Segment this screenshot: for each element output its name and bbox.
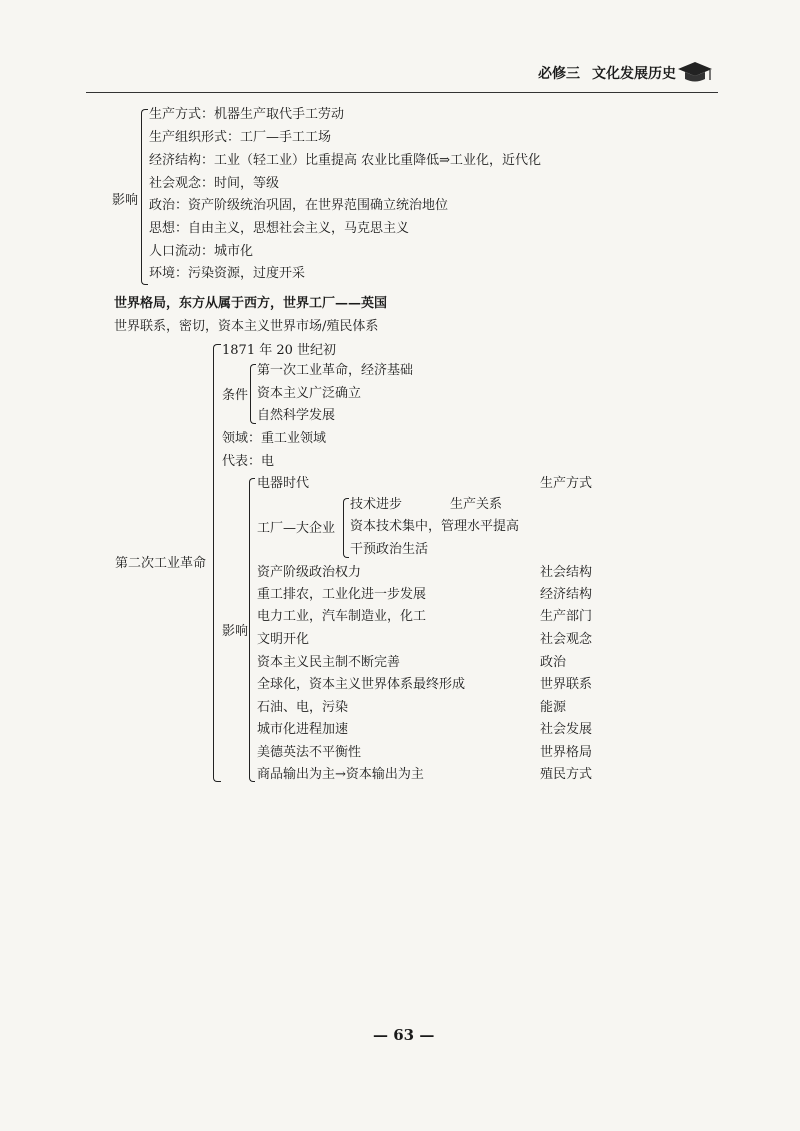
impact-text: 商品输出为主→资本输出为主 [257, 767, 424, 782]
impact-tag: 社会发展 [540, 722, 593, 737]
rep-line: 代表：电 [222, 454, 275, 469]
factory-tag: 生产关系 [450, 497, 503, 512]
impact-tag: 社会结构 [540, 565, 593, 580]
impact-text: 美德英法不平衡性 [257, 745, 362, 760]
sec1-item: 人口流动：城市化 [149, 244, 254, 259]
sec2-time: 1871 年 20 世纪初 [222, 343, 337, 358]
impact-text: 文明开化 [257, 632, 310, 647]
sec1-item: 环境：污染资源，过度开采 [149, 266, 306, 281]
mortarboard-icon [676, 60, 714, 84]
impact-text: 石油、电，污染 [257, 700, 349, 715]
sec1-item: 生产组织形式：工厂—手工工场 [149, 130, 332, 145]
impact-tag: 世界格局 [540, 745, 593, 760]
cond-item: 自然科学发展 [257, 408, 336, 423]
impact-tag: 世界联系 [540, 677, 593, 692]
sec1-label: 影响 [112, 193, 139, 208]
sec1-brace [141, 109, 148, 285]
factory-item: 资本技术集中，管理水平提高 [350, 519, 520, 534]
impact-text: 重工排农，工业化进一步发展 [257, 587, 427, 602]
impact-brace [249, 478, 255, 782]
impact-tag: 政治 [540, 655, 567, 670]
impact-label: 影响 [222, 624, 249, 639]
factory-item: 技术进步 [350, 497, 403, 512]
header-rule [86, 92, 718, 93]
impact-tag: 社会观念 [540, 632, 593, 647]
factory-label: 工厂—大企业 [257, 521, 336, 536]
elec-age: 电器时代 [257, 476, 310, 491]
impact-text: 全球化，资本主义世界体系最终形成 [257, 677, 466, 692]
impact-tag: 殖民方式 [540, 767, 593, 782]
factory-brace [343, 498, 349, 558]
impact-text: 电力工业，汽车制造业，化工 [257, 609, 427, 624]
impact-text: 资产阶级政治权力 [257, 565, 362, 580]
sec1-item: 经济结构：工业（轻工业）比重提高 农业比重降低⇒工业化，近代化 [149, 153, 542, 168]
page-number: — 63 — [373, 1026, 435, 1044]
header-title: 文化发展历史 [592, 66, 676, 82]
world-link-line: 世界联系，密切，资本主义世界市场/殖民体系 [114, 319, 379, 334]
field-line: 领域：重工业领域 [222, 431, 327, 446]
cond-item: 资本主义广泛确立 [257, 386, 362, 401]
sec1-item: 思想：自由主义，思想社会主义，马克思主义 [149, 221, 410, 236]
cond-item: 第一次工业革命，经济基础 [257, 363, 414, 378]
sec1-item: 社会观念：时间，等级 [149, 176, 280, 191]
sec1-item: 政治：资产阶级统治巩固，在世界范围确立统治地位 [149, 198, 449, 213]
impact-tag: 经济结构 [540, 587, 593, 602]
world-pattern-line: 世界格局，东方从属于西方，世界工厂——英国 [114, 296, 388, 311]
impact-text: 资本主义民主制不断完善 [257, 655, 401, 670]
cond-brace [250, 364, 256, 424]
factory-item: 干预政治生活 [350, 542, 429, 557]
impact-tag: 能源 [540, 700, 567, 715]
sec1-item: 生产方式：机器生产取代手工劳动 [149, 107, 345, 122]
sec2-brace [213, 344, 221, 782]
sec2-label: 第二次工业革命 [115, 556, 207, 571]
header-book: 必修三 [538, 66, 580, 82]
cond-label: 条件 [222, 388, 249, 403]
impact-text: 城市化进程加速 [257, 722, 349, 737]
impact-tag: 生产部门 [540, 609, 593, 624]
elec-age-tag: 生产方式 [540, 476, 593, 491]
